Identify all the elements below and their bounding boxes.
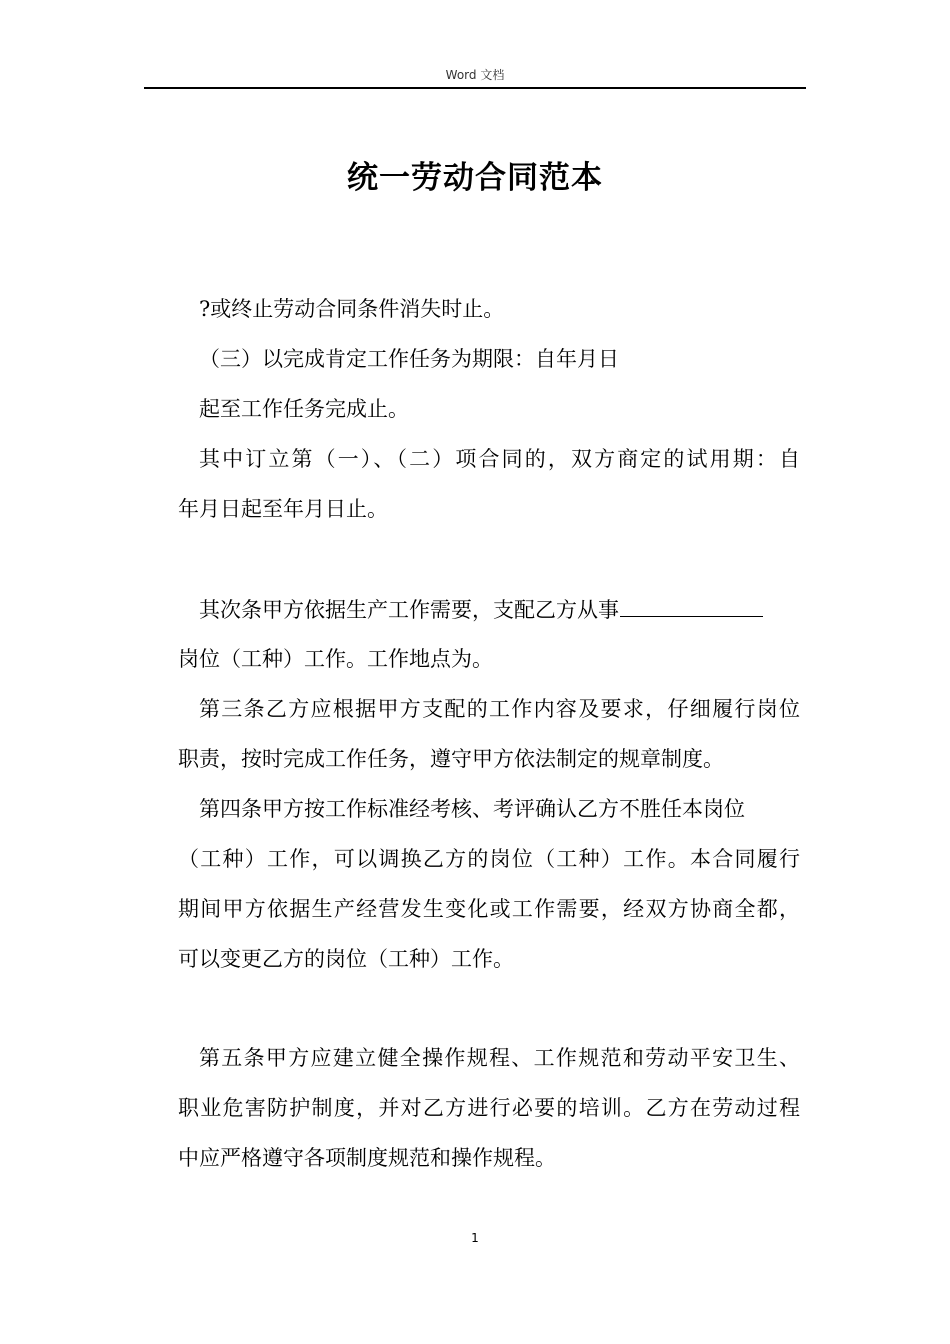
- body-line: 起至工作任务完成止。: [199, 397, 409, 421]
- body-line-text: 其次条甲方依据生产工作需要，支配乙方从事: [199, 598, 619, 622]
- body-line: 期间甲方依据生产经营发生变化或工作需要，经双方协商全都，: [178, 897, 800, 921]
- header-label: Word 文档: [445, 68, 505, 82]
- body-line: 可以变更乙方的岗位（工种）工作。: [178, 947, 514, 971]
- body-line-with-blank: [199, 594, 763, 625]
- body-line: 其中订立第（一）、（二）项合同的，双方商定的试用期：自: [199, 447, 800, 471]
- body-line: 第四条甲方按工作标准经考核、考评确认乙方不胜任本岗位: [199, 797, 745, 821]
- body-line: （三）以完成肯定工作任务为期限：自年月日: [199, 347, 619, 371]
- body-line: 岗位（工种）工作。工作地点为。: [178, 647, 493, 671]
- body-line: 中应严格遵守各项制度规范和操作规程。: [178, 1146, 556, 1170]
- body-line: 第三条乙方应根据甲方支配的工作内容及要求，仔细履行岗位: [199, 697, 800, 721]
- body-line: （工种）工作，可以调换乙方的岗位（工种）工作。本合同履行: [178, 847, 800, 871]
- body-line: 职责，按时完成工作任务，遵守甲方依法制定的规章制度。: [178, 747, 724, 771]
- document-title: 统一劳动合同范本: [347, 160, 603, 196]
- body-line: 年月日起至年月日止。: [178, 497, 388, 521]
- body-line: 职业危害防护制度，并对乙方进行必要的培训。乙方在劳动过程: [178, 1096, 800, 1120]
- body-line: 第五条甲方应建立健全操作规程、工作规范和劳动平安卫生、: [199, 1046, 800, 1070]
- fill-in-blank: [620, 594, 763, 617]
- body-line: ?或终止劳动合同条件消失时止。: [199, 297, 505, 321]
- header-divider: [144, 87, 806, 89]
- page-number: 1: [471, 1231, 479, 1245]
